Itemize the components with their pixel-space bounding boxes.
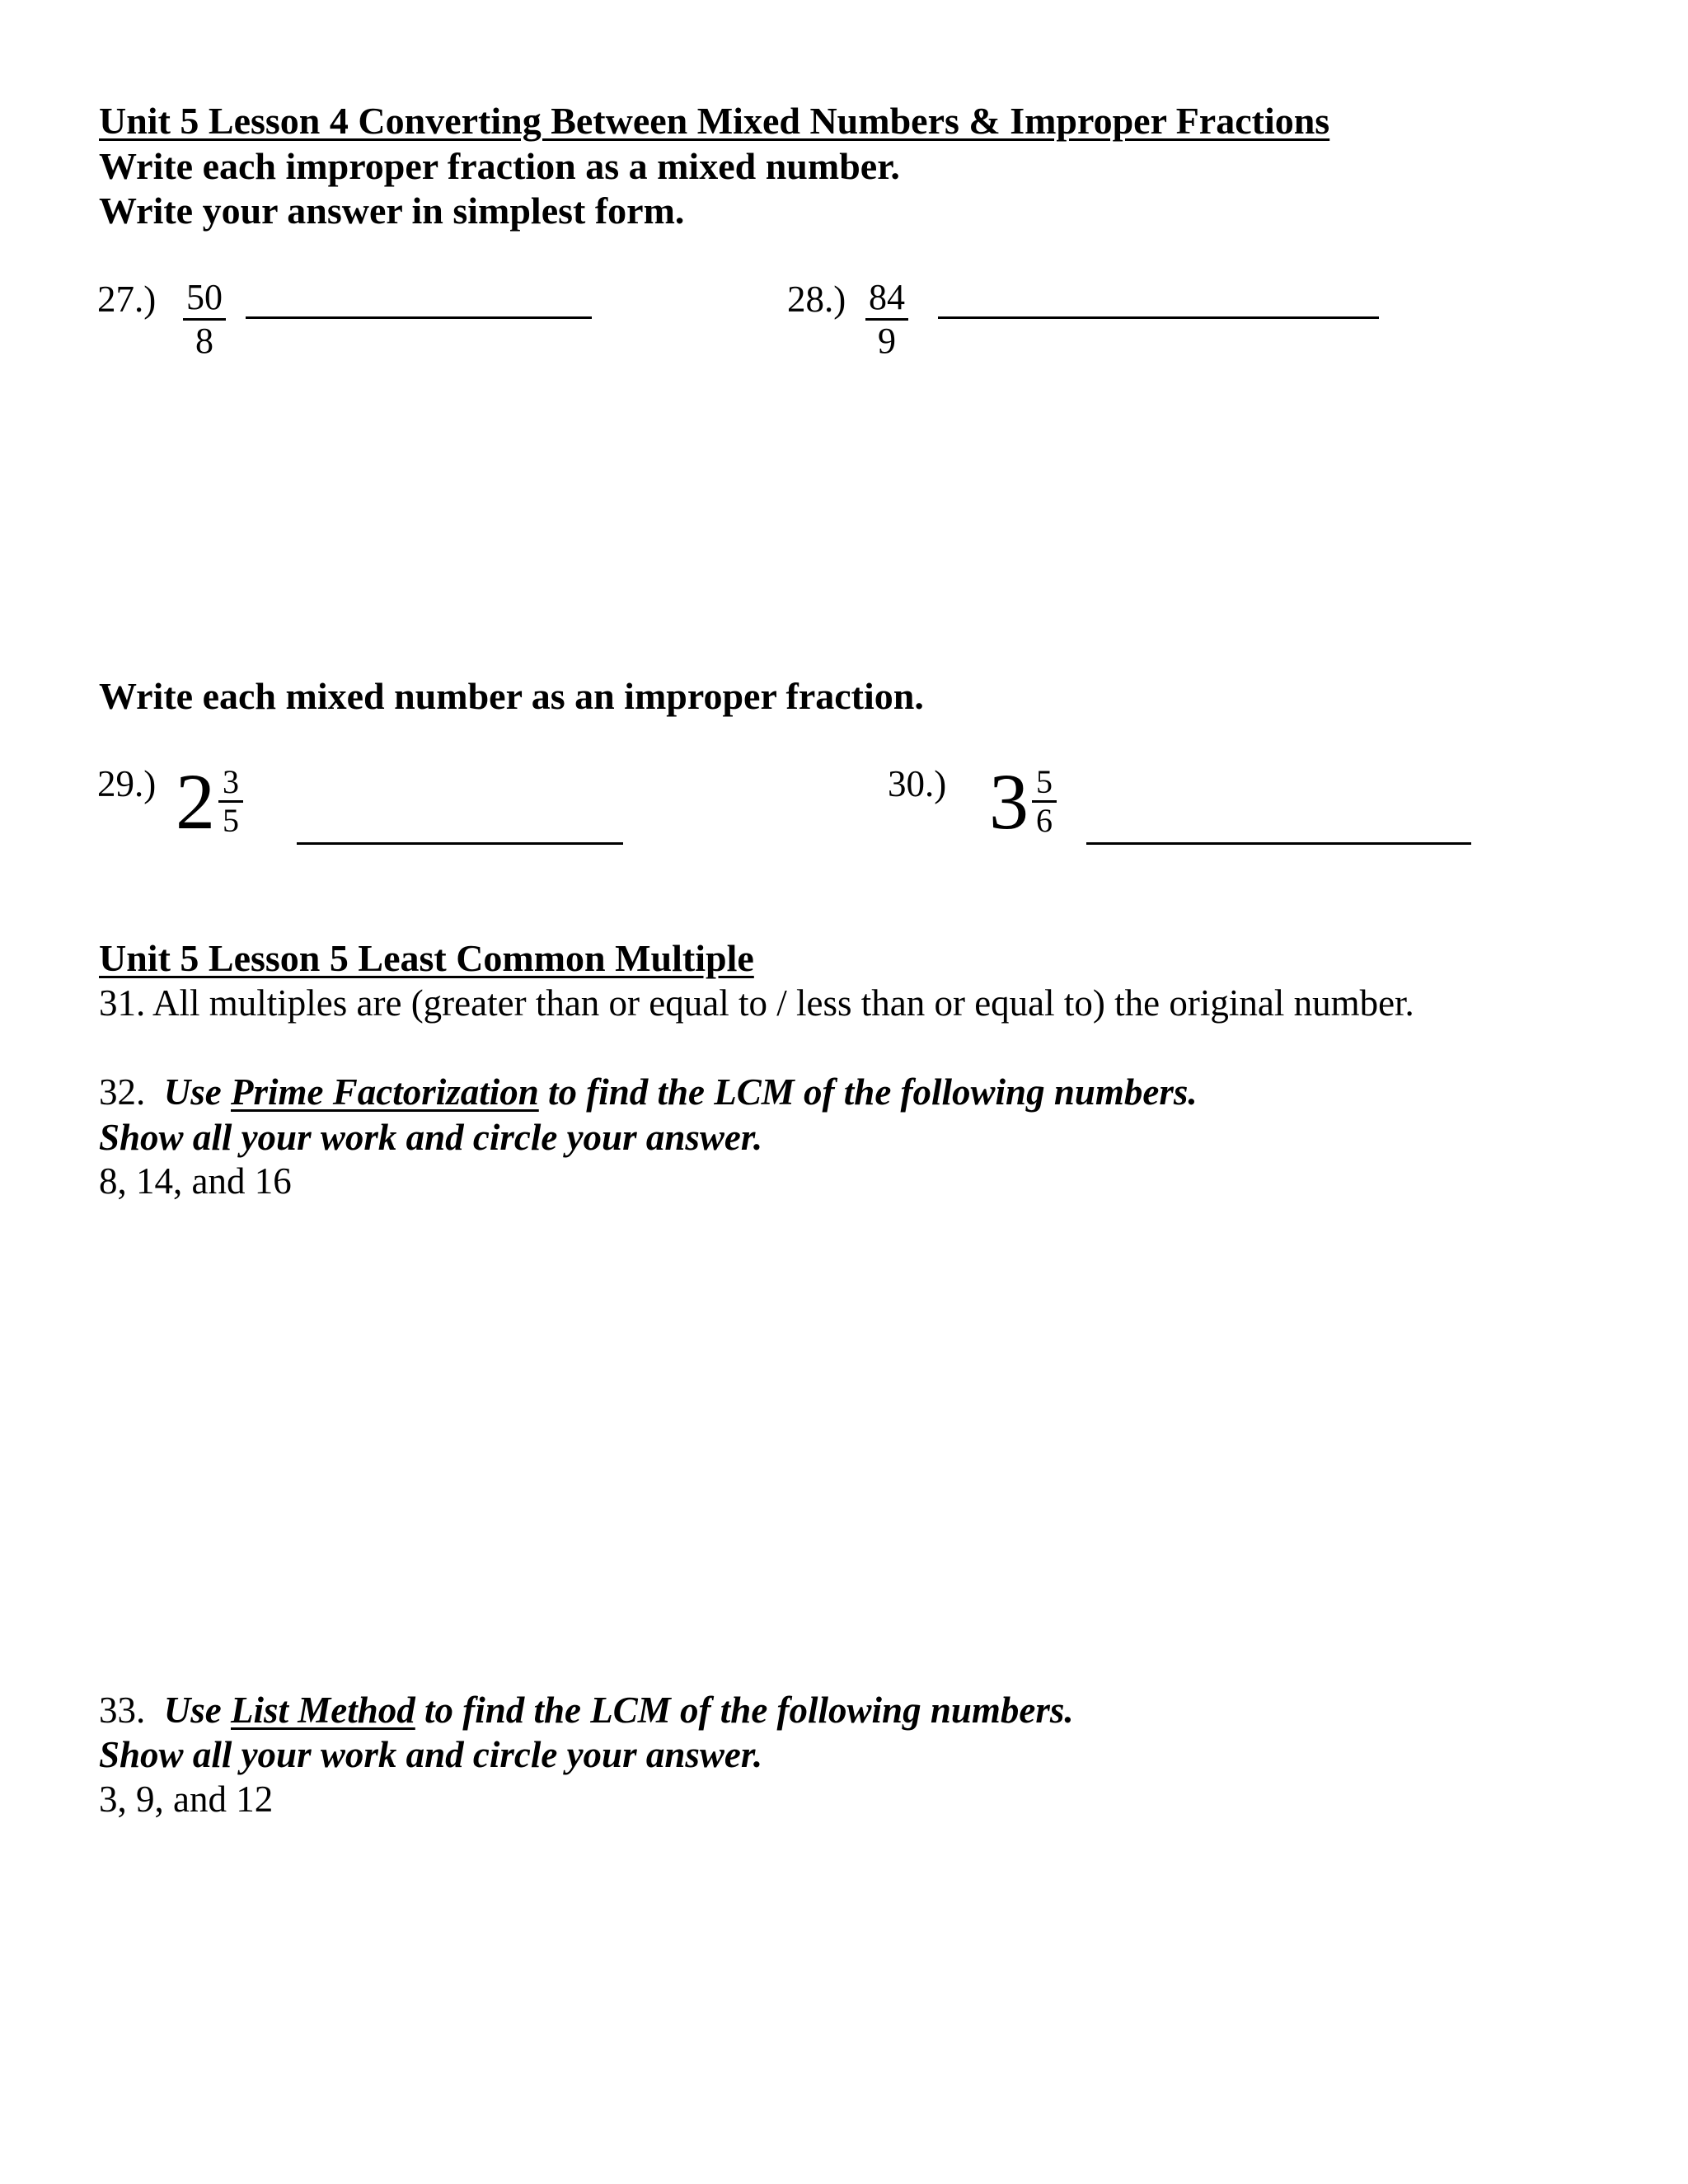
problem-30-denominator: 6	[1036, 802, 1053, 839]
question-32-use: Use	[163, 1071, 222, 1113]
question-32-method: Prime Factorization	[230, 1071, 539, 1113]
question-33-method: List Method	[230, 1690, 415, 1731]
problem-28-fraction	[865, 277, 908, 362]
problem-29-numerator: 3	[218, 764, 243, 803]
question-33-use: Use	[163, 1690, 222, 1731]
question-31: 31. All multiples are (greater than or equal to / less than or equal to) the original number.	[99, 982, 1414, 1024]
problem-29-denominator: 5	[223, 802, 239, 839]
problem-27-answer-blank[interactable]	[246, 316, 592, 319]
problem-28-answer-blank[interactable]	[938, 316, 1379, 319]
question-32-prompt	[99, 1070, 1198, 1114]
lesson4-title: Unit 5 Lesson 4 Converting Between Mixed Numbers & Improper Fractions	[99, 100, 1330, 142]
problem-29-label: 29.)	[97, 763, 157, 804]
question-32-show-work: Show all your work and circle your answer.	[99, 1117, 763, 1158]
problem-30-whole: 3	[989, 757, 1029, 846]
problem-29-fraction	[218, 764, 243, 839]
problem-27-numerator: 50	[183, 277, 226, 321]
instruction-mixed-to-improper: Write each mixed number as an improper fraction.	[99, 675, 924, 717]
problem-28-numerator: 84	[865, 277, 908, 321]
problem-27-label: 27.)	[97, 279, 157, 320]
problem-30-numerator: 5	[1032, 764, 1057, 803]
problem-29-answer-blank[interactable]	[297, 842, 623, 845]
question-33-number: 33.	[99, 1690, 146, 1731]
question-32-number: 32.	[99, 1071, 146, 1113]
instruction-improper-to-mixed: Write each improper fraction as a mixed number.	[99, 145, 900, 187]
problem-28-label: 28.)	[787, 279, 846, 320]
problem-27-fraction	[183, 277, 226, 362]
problem-30-fraction	[1032, 764, 1057, 839]
problem-27-denominator: 8	[195, 321, 213, 361]
question-33-numbers: 3, 9, and 12	[99, 1779, 274, 1820]
question-32-rest: to find the LCM of the following numbers.	[548, 1071, 1198, 1113]
question-33-show-work: Show all your work and circle your answer.	[99, 1734, 763, 1775]
problem-28-denominator: 9	[878, 321, 896, 361]
problem-29-whole: 2	[176, 757, 215, 846]
problem-30-label: 30.)	[888, 763, 947, 804]
question-33-prompt	[99, 1688, 1074, 1732]
instruction-simplest-form: Write your answer in simplest form.	[99, 190, 685, 232]
question-32-numbers: 8, 14, and 16	[99, 1160, 292, 1202]
question-33-rest: to find the LCM of the following numbers.	[424, 1690, 1074, 1731]
lesson5-title: Unit 5 Lesson 5 Least Common Multiple	[99, 937, 754, 979]
problem-30-answer-blank[interactable]	[1086, 842, 1471, 845]
